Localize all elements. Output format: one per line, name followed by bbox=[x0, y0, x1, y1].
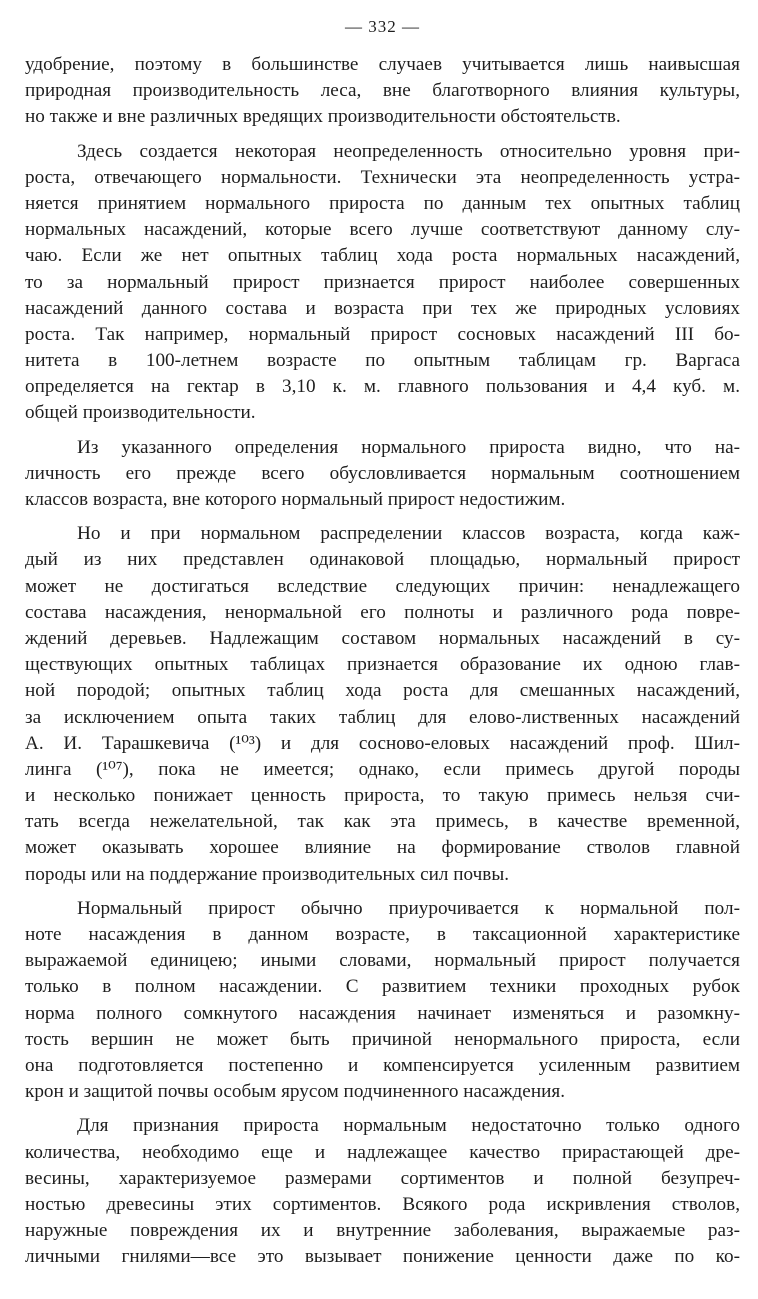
text-line: личными гнилями—все это вызывает понижение ценности даже по ко- bbox=[25, 1246, 740, 1268]
text-line: ностью древесины этих сортиментов. Всякого рода искривления стволов, bbox=[25, 1193, 740, 1215]
text-line: тать всегда нежелательной, так как эта примесь, в качестве временной, bbox=[25, 811, 740, 833]
text-line: определяется на гектар в 3,10 к. м. главного пользования и 4,4 куб. м. bbox=[25, 376, 740, 398]
text-body bbox=[25, 52, 740, 1270]
text-line: ждений деревьев. Надлежащим составом нормальных насаждений в су- bbox=[25, 627, 740, 649]
text-line: наружные повреждения их и внутренние заболевания, выражаемые раз- bbox=[25, 1220, 740, 1242]
text-line: нормальных насаждений, которые всего лучше соответствуют данному слу- bbox=[25, 219, 740, 241]
text-line: может не достигаться вследствие следующих причин: ненадлежащего bbox=[25, 575, 740, 597]
book-page bbox=[25, 14, 740, 1278]
text-line: роста, отвечающего нормальности. Технически эта неопределенность устра- bbox=[25, 166, 740, 188]
paragraph bbox=[25, 139, 740, 427]
paragraph bbox=[25, 1113, 740, 1270]
text-line: Здесь создается некоторая неопределенность относительно уровня при- bbox=[77, 140, 740, 162]
paragraph bbox=[25, 896, 740, 1106]
text-line: А. И. Тарашкевича (¹⁰³) и для сосново-еловых насаждений проф. Шил- bbox=[25, 732, 740, 754]
text-line: за исключением опыта таких таблиц для елово-лиственных насаждений bbox=[25, 706, 740, 728]
text-line: общей производительности. bbox=[25, 402, 256, 424]
text-line: норма полного сомкнутого насаждения начинает изменяться и разомкну- bbox=[25, 1002, 740, 1024]
page-number: — 332 — bbox=[345, 17, 420, 36]
text-line: классов возраста, вне которого нормальный прирост недостижим. bbox=[25, 489, 566, 510]
text-line: роста. Так например, нормальный прирост сосновых насаждений III бо- bbox=[25, 323, 740, 345]
text-line: крон и защитой почвы особым ярусом подчиненного насаждения. bbox=[25, 1081, 565, 1103]
text-line: Из указанного определения нормального прироста видно, что на- bbox=[77, 436, 740, 458]
text-line: и несколько понижает ценность прироста, то такую примесь нельзя счи- bbox=[25, 785, 740, 807]
text-line: Для признания прироста нормальным недостаточно только одного bbox=[77, 1115, 740, 1137]
text-line: она подготовляется постепенно и компенсируется усиленным развитием bbox=[25, 1054, 740, 1076]
text-line: породы или на поддержание производительных сил почвы. bbox=[25, 863, 510, 885]
text-line: выражаемой единицею; иными словами, нормальный прирост получается bbox=[25, 950, 740, 972]
text-line: Нормальный прирост обычно приурочивается к нормальной пол- bbox=[77, 897, 740, 919]
text-line: ной породой; опытных таблиц хода роста для смешанных насаждений, bbox=[25, 680, 740, 702]
text-line: личность его прежде всего обусловливается нормальным соотношением bbox=[25, 462, 740, 484]
text-line: но также и вне различных вредящих производительности обстоятельств. bbox=[25, 106, 621, 128]
text-line: дый из них представлен одинаковой площадью, нормальный прирост bbox=[25, 549, 740, 571]
text-line: ноте насаждения в данном возрасте, в таксационной характеристике bbox=[25, 924, 740, 945]
text-line: весины, характеризуемое размерами сортиментов и полной безупреч- bbox=[25, 1167, 740, 1189]
text-line: может оказывать хорошее влияние на формирование стволов главной bbox=[25, 837, 740, 859]
paragraph bbox=[25, 521, 740, 888]
paragraph bbox=[25, 435, 740, 514]
text-line: удобрение, поэтому в большинстве случаев учитывается лишь наивысшая bbox=[25, 54, 740, 75]
text-line: Но и при нормальном распределении классов возраста, когда каж- bbox=[77, 523, 740, 545]
text-line: ществующих опытных таблицах признается образование их одною глав- bbox=[25, 654, 740, 676]
text-line: только в полном насаждении. С развитием техники проходных рубок bbox=[25, 976, 740, 998]
text-line: состава насаждения, ненормальной его полноты и различного рода повре- bbox=[25, 601, 740, 623]
text-line: нитета в 100-летнем возрасте по опытным таблицам гр. Варгаса bbox=[25, 350, 740, 372]
text-line: то за нормальный прирост признается прирост наиболее совершенных bbox=[25, 271, 740, 293]
text-line: линга (¹⁰⁷), пока не имеется; однако, если примесь другой породы bbox=[25, 758, 740, 780]
text-line: природная производительность леса, вне благотворного влияния культуры, bbox=[25, 80, 740, 102]
paragraph bbox=[25, 52, 740, 131]
text-line: насаждений данного состава и возраста при тех же природных условиях bbox=[25, 297, 740, 319]
text-line: чаю. Если же нет опытных таблиц хода роста нормальных насаждений, bbox=[25, 245, 740, 267]
text-line: тость вершин не может быть причиной ненормального прироста, если bbox=[25, 1028, 740, 1050]
text-line: количества, необходимо еще и надлежащее качество прирастающей дре- bbox=[25, 1141, 740, 1163]
text-line: няется принятием нормального прироста по данным тех опытных таблиц bbox=[25, 192, 740, 214]
